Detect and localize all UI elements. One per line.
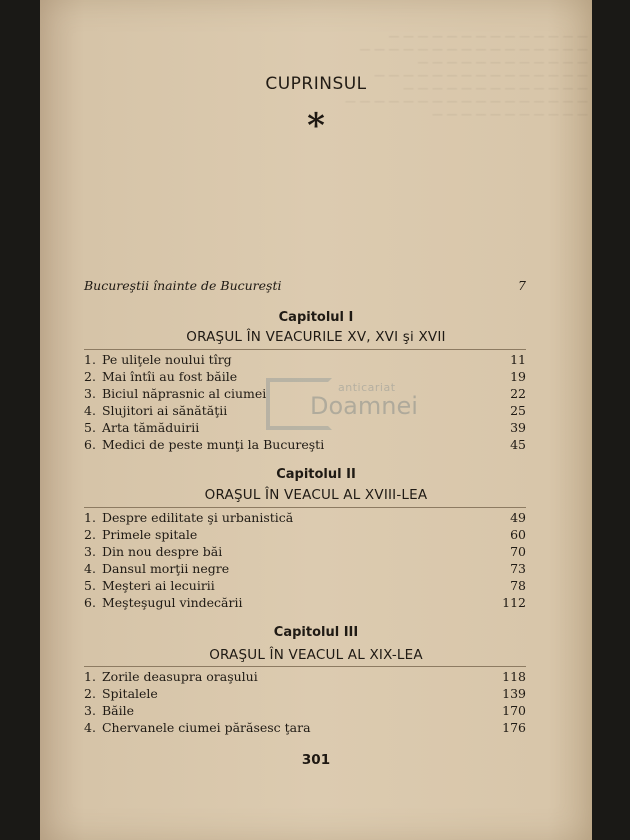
entry-page: 170 <box>502 703 526 718</box>
entry-number: 2. <box>84 527 96 542</box>
toc-entry[interactable] <box>84 437 526 455</box>
entry-title: Zorile deasupra oraşului <box>101 669 258 684</box>
entry-number: 1. <box>84 352 96 367</box>
entry-title: Dansul morţii negre <box>101 561 230 576</box>
bleed-through-text: — — — — — — — — — — — — — — — — — — — — — — — — — — — — — — — — — — — — — — — — — — — — — — — — — — — — — — — — — — — — — — — — — — — — — — — — — — — — — — — — — — — — — — — — — — — — — — — — — — <box>345 30 588 121</box>
toc-entry[interactable] <box>84 510 526 528</box>
entry-number: 3. <box>84 544 96 559</box>
toc-entry[interactable] <box>84 720 526 738</box>
toc-entry[interactable] <box>84 420 526 438</box>
entry-title: Primele spitale <box>101 527 198 542</box>
watermark-main-text: Doamnei <box>310 392 418 420</box>
watermark-top-text: anticariat <box>338 381 396 394</box>
chapter-label: Capitolul I <box>278 310 354 325</box>
entry-page: 19 <box>510 369 526 384</box>
entry-title: Biciul năprasnic al ciumei <box>101 386 267 401</box>
chapter-label: Capitolul II <box>276 467 356 482</box>
entry-number: 1. <box>84 669 96 684</box>
toc-entry-intro[interactable] <box>84 278 526 296</box>
entry-page: 49 <box>510 510 526 525</box>
page-number: 301 <box>301 752 331 768</box>
entry-number: 5. <box>84 420 96 435</box>
entry-number: 3. <box>84 386 96 401</box>
toc-entry[interactable] <box>84 403 526 421</box>
entry-title: Despre edilitate şi urbanistică <box>101 510 294 525</box>
toc-entry[interactable] <box>84 686 526 704</box>
entry-page: 118 <box>502 669 526 684</box>
entry-page: 70 <box>510 544 526 559</box>
entry-title: Medici de peste munţi la Bucureşti <box>101 437 325 452</box>
toc-entry[interactable] <box>84 578 526 596</box>
toc-entry[interactable] <box>84 369 526 387</box>
ornament-asterisk: * <box>307 106 325 146</box>
entry-page: 112 <box>502 595 526 610</box>
toc-entry[interactable] <box>84 352 526 370</box>
entry-page: 73 <box>510 561 526 576</box>
entry-number: 2. <box>84 369 96 384</box>
entry-title: Din nou despre băi <box>101 544 223 559</box>
chapter-subtitle: ORAŞUL ÎN VEACURILE XV, XVI şi XVII <box>186 329 446 345</box>
entry-page: 7 <box>518 278 526 293</box>
entry-page: 39 <box>510 420 526 435</box>
entry-number: 5. <box>84 578 96 593</box>
entry-title: Arta tămăduirii <box>101 420 200 435</box>
toc-entry[interactable] <box>84 561 526 579</box>
chapter-label: Capitolul III <box>273 625 359 640</box>
entry-title: Meşteri ai lecuirii <box>101 578 215 593</box>
entry-title: Chervanele ciumei părăsesc ţara <box>101 720 311 735</box>
entry-number: 4. <box>84 720 96 735</box>
chapter-subtitle: ORAŞUL ÎN VEACUL AL XIX-LEA <box>209 647 423 663</box>
entry-number: 2. <box>84 686 96 701</box>
book-page <box>40 0 592 840</box>
entry-page: 11 <box>510 352 526 367</box>
entry-title: Băile <box>101 703 135 718</box>
entry-title: Slujitori ai sănătăţii <box>101 403 228 418</box>
entry-page: 60 <box>510 527 526 542</box>
entry-page: 139 <box>502 686 526 701</box>
divider <box>84 349 526 350</box>
entry-number: 4. <box>84 403 96 418</box>
divider <box>84 666 526 667</box>
toc-entry[interactable] <box>84 595 526 613</box>
toc-entry[interactable] <box>84 527 526 545</box>
entry-page: 45 <box>510 437 526 452</box>
entry-title: Bucureştii înainte de Bucureşti <box>84 278 282 293</box>
page-title: CUPRINSUL <box>265 74 367 94</box>
entry-number: 1. <box>84 510 96 525</box>
toc-entry[interactable] <box>84 386 526 404</box>
entry-number: 4. <box>84 561 96 576</box>
entry-title: Spitalele <box>101 686 158 701</box>
entry-page: 78 <box>510 578 526 593</box>
entry-page: 176 <box>502 720 526 735</box>
toc-entry[interactable] <box>84 703 526 721</box>
entry-number: 3. <box>84 703 96 718</box>
divider <box>84 507 526 508</box>
toc-entry[interactable] <box>84 544 526 562</box>
entry-page: 22 <box>510 386 526 401</box>
entry-number: 6. <box>84 437 96 452</box>
entry-title: Meşteşugul vindecării <box>101 595 243 610</box>
entry-title: Pe uliţele noului tîrg <box>101 352 232 367</box>
entry-page: 25 <box>510 403 526 418</box>
entry-title: Mai întîi au fost băile <box>101 369 238 384</box>
chapter-subtitle: ORAŞUL ÎN VEACUL AL XVIII-LEA <box>204 487 428 503</box>
entry-number: 6. <box>84 595 96 610</box>
toc-entry[interactable] <box>84 669 526 687</box>
